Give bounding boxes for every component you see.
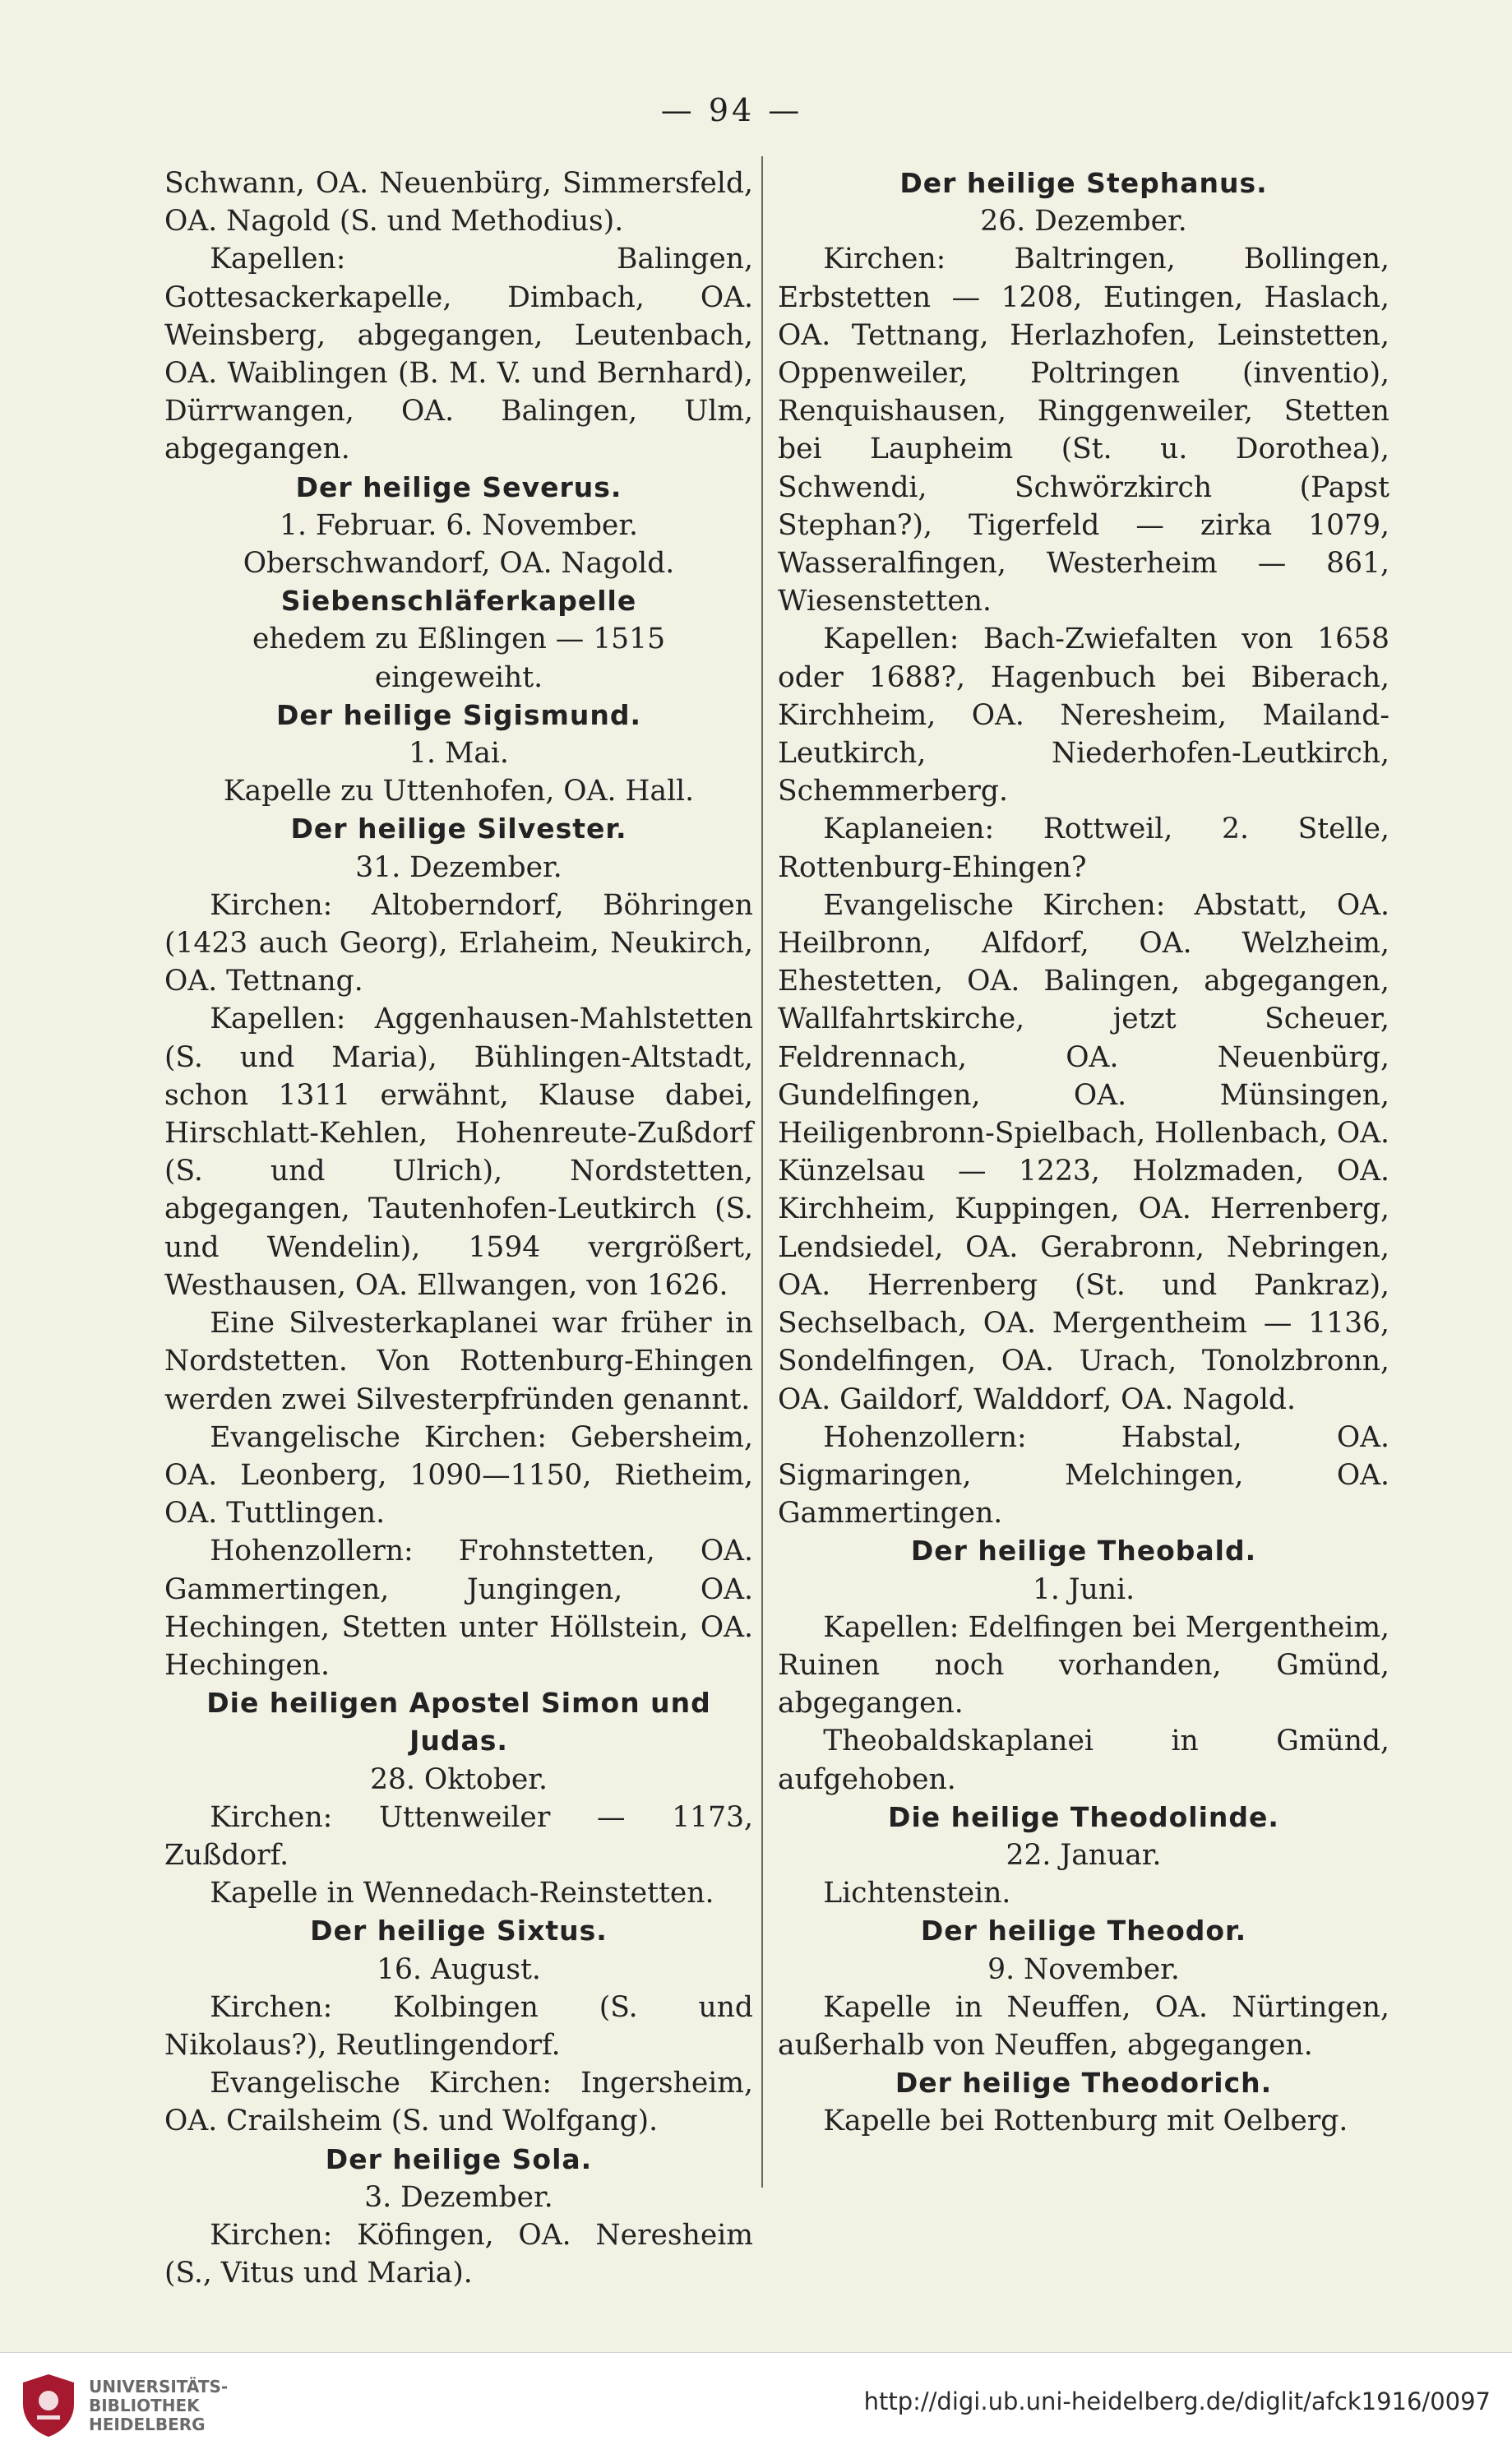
section-date: 1. Juni. [1032, 1572, 1135, 1606]
left-column [164, 164, 753, 2292]
page-number: — 94 — [660, 92, 803, 128]
section-heading: Der heilige Severus. [295, 470, 622, 503]
section-heading: Der heilige Silvester. [290, 813, 627, 845]
text-paragraph: Eine Silvesterkaplanei war früher in Nordstetten. Von Rottenburg-Ehingen werden zwei Silvesterpfründen genannt. [164, 1307, 753, 1416]
footer-bar [0, 2352, 1512, 2459]
section-heading: Die heilige Theodolinde. [888, 1800, 1279, 1833]
section-heading: Der heilige Stephanus. [899, 167, 1268, 199]
section-date: 31. Dezember. [355, 850, 562, 884]
section-date: 1. Mai. [409, 737, 509, 771]
column-divider [761, 156, 763, 2188]
text-paragraph: Theobaldskaplanei in Gmünd, aufgehoben. [778, 1725, 1389, 1796]
source-url-link[interactable]: http://digi.ub.uni-heidelberg.de/diglit/afck1916/0097 [863, 2387, 1491, 2415]
section-date: Oberschwandorf, OA. Nagold. [243, 547, 675, 581]
text-paragraph: Kapellen: Edelfingen bei Mergentheim, Ruinen noch vorhanden, Gmünd, abgegangen. [778, 1610, 1389, 1720]
text-paragraph: Evangelische Kirchen: Ingersheim, OA. Crailsheim (S. und Wolfgang). [164, 2067, 753, 2138]
text-paragraph: Kirchen: Köfingen, OA. Neresheim (S., Vitus und Maria). [164, 2218, 753, 2290]
section-heading: Der heilige Theodorich. [895, 2067, 1273, 2100]
text-paragraph: Schwann, OA. Neuenbürg, Simmersfeld, OA. Nagold (S. und Methodius). [164, 167, 753, 238]
text-paragraph: Kapellen: Bach-Zwiefalten von 1658 oder 1688?, Hagenbuch bei Biberach, Kirchheim, OA. Neresheim, Mailand-Leutkirch, Niederhofen-Leutkirch, Schemmerberg. [778, 623, 1389, 808]
section-date: 22. Januar. [1006, 1838, 1162, 1872]
text-paragraph: Evangelische Kirchen: Gebersheim, OA. Leonberg, 1090—1150, Rietheim, OA. Tuttlingen. [164, 1420, 753, 1531]
section-heading: Siebenschläferkapelle [280, 585, 637, 618]
text-paragraph: Kirchen: Kolbingen (S. und Nikolaus?), Reutlingendorf. [164, 1990, 753, 2062]
section-heading: Der heilige Sixtus. [310, 1915, 608, 1947]
section-date: Kapelle zu Uttenhofen, OA. Hall. [223, 775, 695, 808]
section-date: 1. Februar. 6. November. [280, 508, 638, 542]
logo-line: UNIVERSITÄTS- [89, 2377, 229, 2396]
section-heading: Der heilige Sola. [325, 2142, 593, 2175]
section-date: 26. Dezember. [980, 205, 1187, 238]
section-heading: Der heilige Sigismund. [275, 698, 642, 731]
text-paragraph: Kirchen: Baltringen, Bollingen, Erbstetten — 1208, Eutingen, Haslach, OA. Tettnang, Herlazhofen, Leinstetten, Oppenweiler, Poltringen (inventio), Renquishausen, Ringgenweiler, Stetten bei Laupheim (St. u. Dorothea), Schwendi, Schwörzkirch (Papst Stephan?), Tigerfeld — zirka 1079, Wasseralfingen, Westerheim — 861, Wiesenstetten. [778, 243, 1389, 618]
university-seal-icon [18, 2371, 79, 2438]
right-column [778, 164, 1389, 2141]
text-paragraph: Kapelle bei Rottenburg mit Oelberg. [823, 2105, 1348, 2138]
section-date: 28. Oktober. [370, 1762, 548, 1796]
text-paragraph: Kapelle in Neuffen, OA. Nürtingen, außerhalb von Neuffen, abgegangen. [778, 1990, 1389, 2062]
text-paragraph: Kapellen: Balingen, Gottesackerkapelle, Dimbach, OA. Weinsberg, abgegangen, Leutenbach, OA. Waiblingen (B. M. V. und Bernhard), Dürrwangen, OA. Balingen, Ulm, abgegangen. [164, 243, 753, 466]
section-date: 9. November. [987, 1952, 1180, 1986]
text-paragraph: Kapelle in Wennedach-Reinstetten. [210, 1877, 714, 1910]
text-paragraph: Kapellen: Aggenhausen-Mahlstetten (S. und Maria), Bühlingen-Altstadt, schon 1311 erwähnt, Klause dabei, Hirschlatt-Kehlen, Hohenreute-Zußdorf (S. und Ulrich), Nordstetten, abgegangen, Tautenhofen-Leutkirch (S. und Wendelin), 1594 vergrößert, Westhausen, OA. Ellwangen, von 1626. [164, 1003, 753, 1302]
text-paragraph: Kirchen: Altoberndorf, Böhringen (1423 auch Georg), Erlaheim, Neukirch, OA. Tettnang. [164, 888, 753, 998]
logo-line: BIBLIOTHEK [89, 2396, 200, 2415]
text-paragraph: Evangelische Kirchen: Abstatt, OA. Heilbronn, Alfdorf, OA. Welzheim, Ehestetten, OA. Balingen, abgegangen, Wallfahrtskirche, jetzt Scheuer, Feldrennach, OA. Neuenbürg, Gundelfingen, OA. Münsingen, Heiligenbronn-Spielbach, Hollenbach, OA. Künzelsau — 1223, Holzmaden, OA. Kirchheim, Kuppingen, OA. Herrenberg, Lendsiedel, OA. Gerabronn, Nebringen, OA. Herrenberg (St. und Pankraz), Sechselbach, OA. Mergentheim — 1136, Sondelfingen, OA. Urach, Tonolzbronn, OA. Gaildorf, Walddorf, OA. Nagold. [778, 888, 1389, 1416]
text-paragraph: Hohenzollern: Habstal, OA. Sigmaringen, Melchingen, OA. Gammertingen. [778, 1420, 1389, 1531]
text-paragraph: Kirchen: Uttenweiler — 1173, Zußdorf. [164, 1800, 753, 1872]
text-paragraph: Lichtenstein. [823, 1877, 1011, 1910]
text-paragraph: Kaplaneien: Rottweil, 2. Stelle, Rottenburg-Ehingen? [778, 813, 1389, 884]
logo-line: HEIDELBERG [89, 2415, 206, 2434]
section-date: ehedem zu Eßlingen — 1515 eingeweiht. [252, 623, 666, 694]
section-date: 3. Dezember. [364, 2180, 553, 2214]
section-heading: Der heilige Theodor. [920, 1915, 1247, 1947]
section-heading: Die heiligen Apostel Simon und Judas. [206, 1687, 711, 1757]
library-logo-text [89, 2378, 228, 2434]
section-heading: Der heilige Theobald. [910, 1535, 1257, 1568]
text-paragraph: Hohenzollern: Frohnstetten, OA. Gammertingen, Jungingen, OA. Hechingen, Stetten unter Höllstein, OA. Hechingen. [164, 1535, 753, 1682]
section-date: 16. August. [377, 1952, 541, 1986]
